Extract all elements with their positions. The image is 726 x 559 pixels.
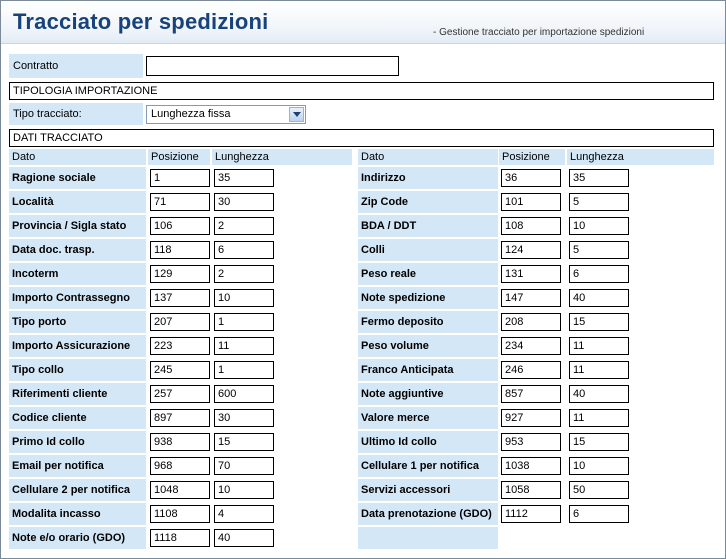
- lunghezza-input[interactable]: 15: [214, 433, 274, 451]
- lunghezza-input[interactable]: 40: [569, 385, 629, 403]
- field-label: Ultimo Id collo: [358, 431, 498, 453]
- field-label: Indirizzo: [358, 167, 498, 189]
- field-label: Note aggiuntive: [358, 383, 498, 405]
- field-label: Peso reale: [358, 263, 498, 285]
- lunghezza-input[interactable]: 600: [214, 385, 274, 403]
- posizione-input[interactable]: 968: [150, 457, 210, 475]
- col-header-dato-left: Dato: [9, 149, 146, 165]
- field-label: Incoterm: [9, 263, 146, 285]
- section-tipologia-importazione: TIPOLOGIA IMPORTAZIONE: [9, 82, 714, 100]
- lunghezza-input[interactable]: 30: [214, 193, 274, 211]
- posizione-input[interactable]: 129: [150, 265, 210, 283]
- posizione-input[interactable]: 257: [150, 385, 210, 403]
- posizione-input[interactable]: 1108: [150, 505, 210, 523]
- lunghezza-input[interactable]: 15: [569, 313, 629, 331]
- lunghezza-input[interactable]: 10: [214, 289, 274, 307]
- lunghezza-input[interactable]: 70: [214, 457, 274, 475]
- lunghezza-input[interactable]: 10: [569, 217, 629, 235]
- posizione-input[interactable]: 938: [150, 433, 210, 451]
- posizione-input[interactable]: 208: [501, 313, 561, 331]
- lunghezza-input[interactable]: 5: [569, 193, 629, 211]
- lunghezza-input[interactable]: 35: [214, 169, 274, 187]
- lunghezza-input[interactable]: 11: [569, 361, 629, 379]
- field-label: Provincia / Sigla stato: [9, 215, 146, 237]
- posizione-input[interactable]: 1048: [150, 481, 210, 499]
- lunghezza-input[interactable]: 11: [214, 337, 274, 355]
- lunghezza-input[interactable]: 2: [214, 217, 274, 235]
- col-header-lunghezza-left: Lunghezza: [212, 149, 352, 165]
- field-label: Cellulare 2 per notifica: [9, 479, 146, 501]
- field-label: Località: [9, 191, 146, 213]
- posizione-input[interactable]: 1058: [501, 481, 561, 499]
- lunghezza-input[interactable]: 11: [569, 409, 629, 427]
- field-label: Importo Assicurazione: [9, 335, 146, 357]
- field-label: Servizi accessori: [358, 479, 498, 501]
- posizione-input[interactable]: 108: [501, 217, 561, 235]
- field-label: Importo Contrassegno: [9, 287, 146, 309]
- field-label: Valore merce: [358, 407, 498, 429]
- chevron-down-icon[interactable]: [289, 107, 304, 122]
- posizione-input[interactable]: 1038: [501, 457, 561, 475]
- posizione-input[interactable]: 234: [501, 337, 561, 355]
- lunghezza-input[interactable]: 5: [569, 241, 629, 259]
- field-label: Modalita incasso: [9, 503, 146, 525]
- lunghezza-input[interactable]: 30: [214, 409, 274, 427]
- lunghezza-input[interactable]: 40: [569, 289, 629, 307]
- lunghezza-input[interactable]: 50: [569, 481, 629, 499]
- field-label: Tipo porto: [9, 311, 146, 333]
- posizione-input[interactable]: 953: [501, 433, 561, 451]
- field-label: Codice cliente: [9, 407, 146, 429]
- col-header-lunghezza-right: Lunghezza: [567, 149, 714, 165]
- lunghezza-input[interactable]: 6: [569, 505, 629, 523]
- lunghezza-input[interactable]: 11: [569, 337, 629, 355]
- field-label: Franco Anticipata: [358, 359, 498, 381]
- posizione-input[interactable]: 106: [150, 217, 210, 235]
- lunghezza-input[interactable]: 10: [214, 481, 274, 499]
- page-title: Tracciato per spedizioni: [13, 9, 269, 34]
- lunghezza-input[interactable]: 2: [214, 265, 274, 283]
- posizione-input[interactable]: 101: [501, 193, 561, 211]
- tipo-tracciato-value: Lunghezza fissa: [151, 108, 231, 120]
- posizione-input[interactable]: 857: [501, 385, 561, 403]
- posizione-input[interactable]: 1118: [150, 529, 210, 547]
- lunghezza-input[interactable]: 10: [569, 457, 629, 475]
- field-label: Data prenotazione (GDO): [358, 503, 498, 525]
- posizione-input[interactable]: 118: [150, 241, 210, 259]
- posizione-input[interactable]: 124: [501, 241, 561, 259]
- posizione-input[interactable]: 1: [150, 169, 210, 187]
- posizione-input[interactable]: 223: [150, 337, 210, 355]
- posizione-input[interactable]: 71: [150, 193, 210, 211]
- posizione-input[interactable]: 246: [501, 361, 561, 379]
- field-label: Fermo deposito: [358, 311, 498, 333]
- posizione-input[interactable]: 137: [150, 289, 210, 307]
- posizione-input[interactable]: 147: [501, 289, 561, 307]
- lunghezza-input[interactable]: 15: [569, 433, 629, 451]
- field-label: Email per notifica: [9, 455, 146, 477]
- posizione-input[interactable]: 897: [150, 409, 210, 427]
- col-header-dato-right: Dato: [358, 149, 498, 165]
- field-label: Data doc. trasp.: [9, 239, 146, 261]
- field-label: Tipo collo: [9, 359, 146, 381]
- section-dati-tracciato: DATI TRACCIATO: [9, 129, 714, 147]
- lunghezza-input[interactable]: 1: [214, 313, 274, 331]
- lunghezza-input[interactable]: 40: [214, 529, 274, 547]
- empty-label-cell: [358, 527, 498, 549]
- page-header: [1, 1, 725, 44]
- posizione-input[interactable]: 36: [501, 169, 561, 187]
- field-label: Peso volume: [358, 335, 498, 357]
- field-label: BDA / DDT: [358, 215, 498, 237]
- col-header-posizione-right: Posizione: [499, 149, 565, 165]
- posizione-input[interactable]: 131: [501, 265, 561, 283]
- field-label: Note spedizione: [358, 287, 498, 309]
- posizione-input[interactable]: 207: [150, 313, 210, 331]
- lunghezza-input[interactable]: 6: [214, 241, 274, 259]
- posizione-input[interactable]: 927: [501, 409, 561, 427]
- tipo-tracciato-label: Tipo tracciato:: [9, 103, 143, 125]
- contratto-label: Contratto: [9, 54, 143, 78]
- field-label: Cellulare 1 per notifica: [358, 455, 498, 477]
- field-label: Colli: [358, 239, 498, 261]
- lunghezza-input[interactable]: 1: [214, 361, 274, 379]
- col-header-posizione-left: Posizione: [148, 149, 210, 165]
- field-label: Note e/o orario (GDO): [9, 527, 146, 549]
- lunghezza-input[interactable]: 4: [214, 505, 274, 523]
- tipo-tracciato-select[interactable]: [146, 105, 306, 124]
- posizione-input[interactable]: 1112: [501, 505, 561, 523]
- page-subtitle: - Gestione tracciato per importazione spedizioni: [433, 27, 645, 38]
- field-label: Zip Code: [358, 191, 498, 213]
- field-label: Riferimenti cliente: [9, 383, 146, 405]
- contratto-input[interactable]: [146, 56, 399, 76]
- lunghezza-input[interactable]: 6: [569, 265, 629, 283]
- field-label: Primo Id collo: [9, 431, 146, 453]
- lunghezza-input[interactable]: 35: [569, 169, 629, 187]
- field-label: Ragione sociale: [9, 167, 146, 189]
- posizione-input[interactable]: 245: [150, 361, 210, 379]
